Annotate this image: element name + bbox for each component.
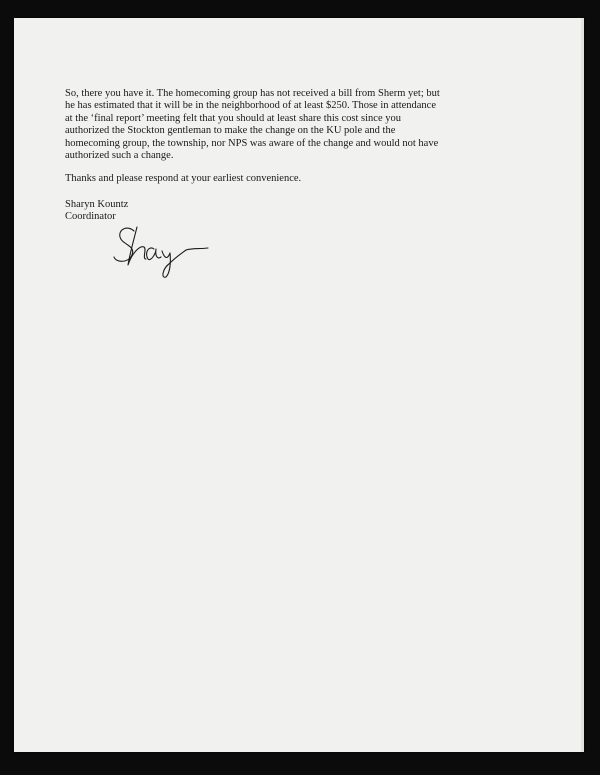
signature-block bbox=[65, 199, 485, 224]
text-line: Thanks and please respond at your earliest convenience. bbox=[65, 173, 302, 185]
text-line: authorized the Stockton gentleman to make the change on the KU pole and the bbox=[65, 125, 396, 137]
text-line: So, there you have it. The homecoming group has not received a bill from Sherm yet; but bbox=[65, 88, 440, 99]
text-line: authorized such a change. bbox=[65, 150, 174, 162]
text-line: at the ‘final report’ meeting felt that you should at least share this cost since you bbox=[65, 112, 401, 124]
letter-body bbox=[65, 88, 485, 224]
paragraph-closing-request bbox=[65, 173, 485, 185]
handwritten-signature bbox=[110, 223, 210, 279]
text-line: homecoming group, the township, nor NPS was aware of the change and would not have bbox=[65, 137, 439, 149]
signer-title: Coordinator bbox=[65, 211, 116, 223]
text-line: he has estimated that it will be in the neighborhood of at least $250. Those in attendance bbox=[65, 100, 437, 112]
signer-name: Sharyn Kountz bbox=[65, 198, 129, 210]
paragraph-main bbox=[65, 88, 485, 162]
page-edge bbox=[581, 18, 584, 752]
